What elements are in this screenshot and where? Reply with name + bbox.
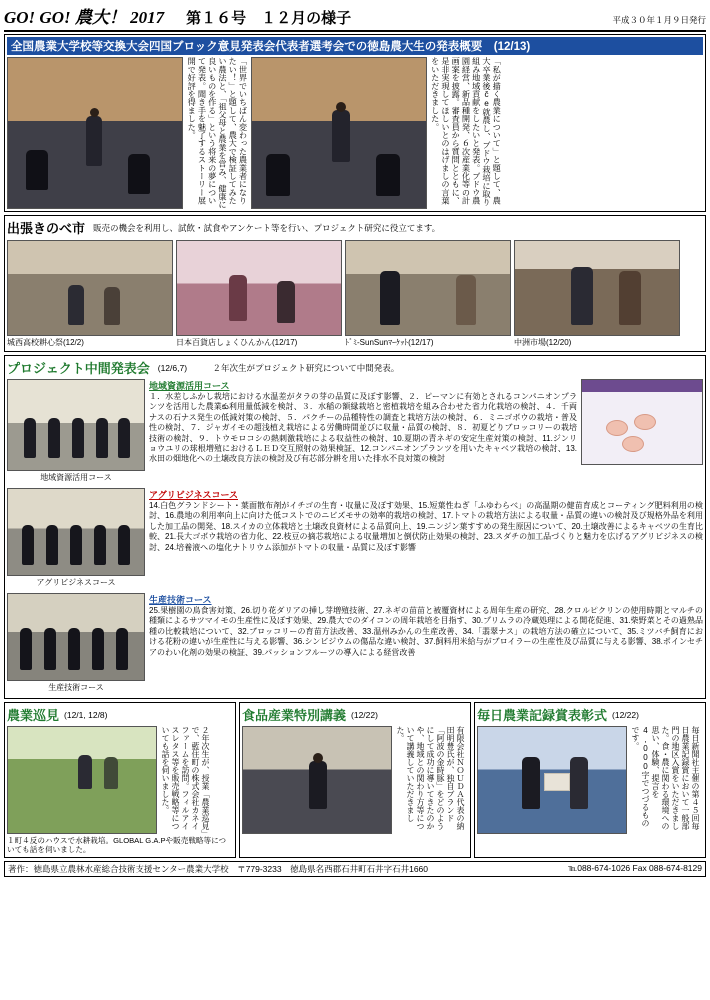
market-photo-2 <box>176 240 342 336</box>
award-meta: (12/22) <box>612 709 639 720</box>
lecture-meta: (12/22) <box>351 709 378 720</box>
nobe-market-subtitle: 販売の機会を利用し、試飲・試食やアンケート等を行い、プロジェクト研究に役立てます。 <box>93 222 441 233</box>
bottom-columns <box>4 702 706 858</box>
course-photo-chiiki <box>7 379 145 471</box>
course-text-agri <box>149 488 703 591</box>
course-body-chiiki: １．水差しふかし栽培における水温差がタラの芽の品質に及ぼす影響、２．ピーマンに有効とされるコンパニオンプランツを活用した農業కు利用量低減を検討、３．水稲の額縁栽培と密植栽培を組み合わせた省力化栽培の検討、４．千両ナスの石ナス発生の低減対策の検討、５．パクチーの品種特性の調査と栽培方法の検討、６．ミニゴボウの栽培・普及性の検討、７．ジャガイモの超浅植え栽培による労働時間並びに収量・品質の検討、８．初夏どりブロッコリーの栽培技術の検討、９．トウモロコシの熱刺激栽培による収益性の検討、10.夏期の青ネギの安定生産対策の検討、11.ジンリョウユリの球根増殖におけるＬＥＤ交互照射の効果検証、12.コンパニオンプランツを用いたキャベツ栽培の検討、13.水田の畑地化への土壌改良方法の検討及び有芯部分耕を用いた排水不良対策の検討 <box>149 392 577 464</box>
tour-caption: １町４反のハウスで水耕栽培。GLOBAL G.A.Pや販売戦略等についても話を伺いました。 <box>7 836 227 855</box>
course-photo-seisan <box>7 593 145 681</box>
market-photo-3 <box>345 240 511 336</box>
national-meeting-body <box>7 57 703 209</box>
lecture-header <box>242 705 468 724</box>
project-interim-subtitle: (12/6,7) ２年次生がプロジェクト研究について中間発表。 <box>157 362 400 373</box>
award-header <box>477 705 703 724</box>
nobe-market-section <box>4 215 706 352</box>
award-title: 毎日農業記録賞表彰式 <box>477 708 608 723</box>
presentation-photo-left <box>7 57 183 209</box>
footer-left: 著作：徳島県立農林水産総合技術支援センター農業大学校 〒779-3233 徳島県名西郡石井町石井字石井1660 <box>8 863 428 874</box>
presentation-text-right: 「私が描く農業について」と題して、農大卒業後če就農し、ブドウ栽培に取り組み地域貢献をしたいと発表。ブドウ農園経営、新品種開発、６次産業化等の計画案を披露。審査員から質問とともに、是非実現してほしいとのはげましの言葉をいただきました。 <box>430 57 502 207</box>
course-body-agri: 14.白色グランドシート・葉面散布剤がイチゴの生育・収量に及ぼす効果、15.短葉性ねぎ「ふゆわらべ」の高温期の健苗育成とコーティング肥料利用の検討、16.農地の利用率向上に向けた低コストでのニビズモサの効率的栽培の検討、17.トマトの栽培方法による収量・品質の違いの検討及び規格外品を利用した加工品の開発、18.スイカの立体栽培と土壌改良資材による品質向上、19.ニンジン葉すすめの発生原因について、20.土壌改善によるキャベツの生育比較、21.長大ゴボウ栽培の省力化、22.枝豆の摘芯栽培による収量増加と倒伏防止効果の検討、23.スダチの加工品づくりと魅力を広げるアグリビジネスの検討、24.培養液への塩化ナトリウム添加がトマトの収量・品質に及ぼす影響 <box>149 501 703 552</box>
footer-right: ℡088-674-1026 Fax 088-674-8129 <box>568 863 702 874</box>
lecture-photo <box>242 726 392 834</box>
tour-meta: (12/1, 12/8) <box>64 709 108 720</box>
tour-vertical-text: ２年次生が、授業「農業巡見」で、藍住町の株式会社カネイファームを訪問。フィルアイスレタス等を販売戦略等についても話を伺いました。 <box>161 726 210 834</box>
presentation-photo-right <box>251 57 427 209</box>
course-row-agri <box>7 488 703 591</box>
market-caption-2: 日本百貨店しょくひんかん(12/17) <box>176 338 298 347</box>
market-item <box>7 240 173 348</box>
course-title-chiiki: 地域資源活用コース <box>149 381 230 391</box>
tour-title: 農業巡見 <box>7 708 60 723</box>
course-photo-block <box>7 488 145 591</box>
tour-photo <box>7 726 157 834</box>
bottom-column-tour <box>4 702 236 858</box>
course-photo-caption-chiiki: 地域資源活用コース <box>40 473 112 482</box>
course-title-seisan: 生産技術コース <box>149 595 212 605</box>
footer <box>4 861 706 877</box>
nobe-market-title: 出張きのべ市 <box>7 221 86 236</box>
course-photo-caption-seisan: 生産技術コース <box>48 683 104 692</box>
bottom-column-award <box>474 702 706 858</box>
market-caption-1: 城西高校耕心祭(12/2) <box>7 338 84 347</box>
market-item <box>345 240 511 348</box>
course-text-chiiki <box>149 379 577 486</box>
lecture-body <box>242 726 468 834</box>
market-photo-1 <box>7 240 173 336</box>
course-slide-photo <box>581 379 703 465</box>
lecture-title: 食品産業特別講義 <box>242 708 347 723</box>
nobe-market-photos <box>7 240 703 348</box>
course-photo-agri <box>7 488 145 576</box>
award-body <box>477 726 703 834</box>
national-meeting-section <box>4 34 706 212</box>
course-photo-caption-agri: アグリビジネスコース <box>36 578 116 587</box>
market-item <box>514 240 680 348</box>
presentation-text-left: 「世界でいちばん変わった農業者になりたい！」と題して、農大で検証してみたい農法と、「祖父母と農業を営み、健康に良いものを作る」という将来の夢について発表。聞き手を魅了するストーリー展開で好評を得ました。 <box>187 57 248 209</box>
course-row-seisan <box>7 593 703 696</box>
lecture-vertical-text: 有限会社ＮＯＵＤＡ代表の納田明豊氏が、独自ブランド「阿波の金時豚」をどのようにして成功に導いてきたのかや、地域との関わり方等について講義していただきました。 <box>396 726 465 830</box>
market-photo-4 <box>514 240 680 336</box>
award-photo <box>477 726 627 834</box>
market-caption-3: ﾄﾞﾐ-SunSunﾏｰｹｯﾄ(12/17) <box>345 338 434 347</box>
tour-header <box>7 705 233 724</box>
course-body-seisan: 25.果樹園の鳥食害対策、26.切り花ダリアの挿し芽増殖技術、27.ネギの苗苗と被覆資材による周年生産の研究、28.クロルピクリンの使用時期とマルチの種類によるサツマイモの生産性に及ぼす効果、29.農大でのダイコンの周年栽培を目指す、30.プリムラの冷蔵処理による開花促進、31.柴野菜とその過熟品種の比較栽培について、32.ブロッコリーの育苗方法改善、33.温州みかんの生産改善、34.「翡翠ナス」の栽培方法の確立について、35.ミツバチ飼育における花粉の違いが生産性に与える影響、36.シンビジウムの傷品な違い検討、37.飼料用米給与がブロイラーの生産性及び品質に与える影響、38.ポインセチアのわい化剤の効果の検証、39.パッションフルーツの導入による経営改善 <box>149 606 703 657</box>
award-vertical-text: 毎日新聞社主催の第４５回毎日農業記録賞において一般部門の地区入賞をいただきました。食・農に関わる環境への思い、体験、提言を4,000字でつづるものです。 <box>631 726 700 830</box>
course-photo-block <box>7 593 145 696</box>
market-item <box>176 240 342 348</box>
nobe-market-header <box>7 218 703 237</box>
project-interim-title: プロジェクト中間発表会 <box>7 361 150 376</box>
national-meeting-heading: 全国農業大学校等交換大会四国ブロック意見発表会代表者選考会での徳島農大生の発表概要 (12/13) <box>7 37 703 55</box>
market-caption-4: 中洲市場(12/20) <box>514 338 572 347</box>
project-interim-header <box>7 358 703 377</box>
bottom-column-lecture <box>239 702 471 858</box>
tour-body <box>7 726 233 834</box>
masthead <box>4 3 706 32</box>
masthead-issue: 第１６号 １２月の様子 <box>186 11 352 27</box>
course-title-agri: アグリビジネスコース <box>149 490 239 500</box>
masthead-title: GO! GO! 農大！ 2017 <box>4 8 165 27</box>
project-interim-section <box>4 355 706 699</box>
course-text-seisan <box>149 593 703 696</box>
course-row-chiiki <box>7 379 703 486</box>
course-photo-block <box>7 379 145 486</box>
masthead-date: 平成３０年１月９日発行 <box>612 15 706 25</box>
